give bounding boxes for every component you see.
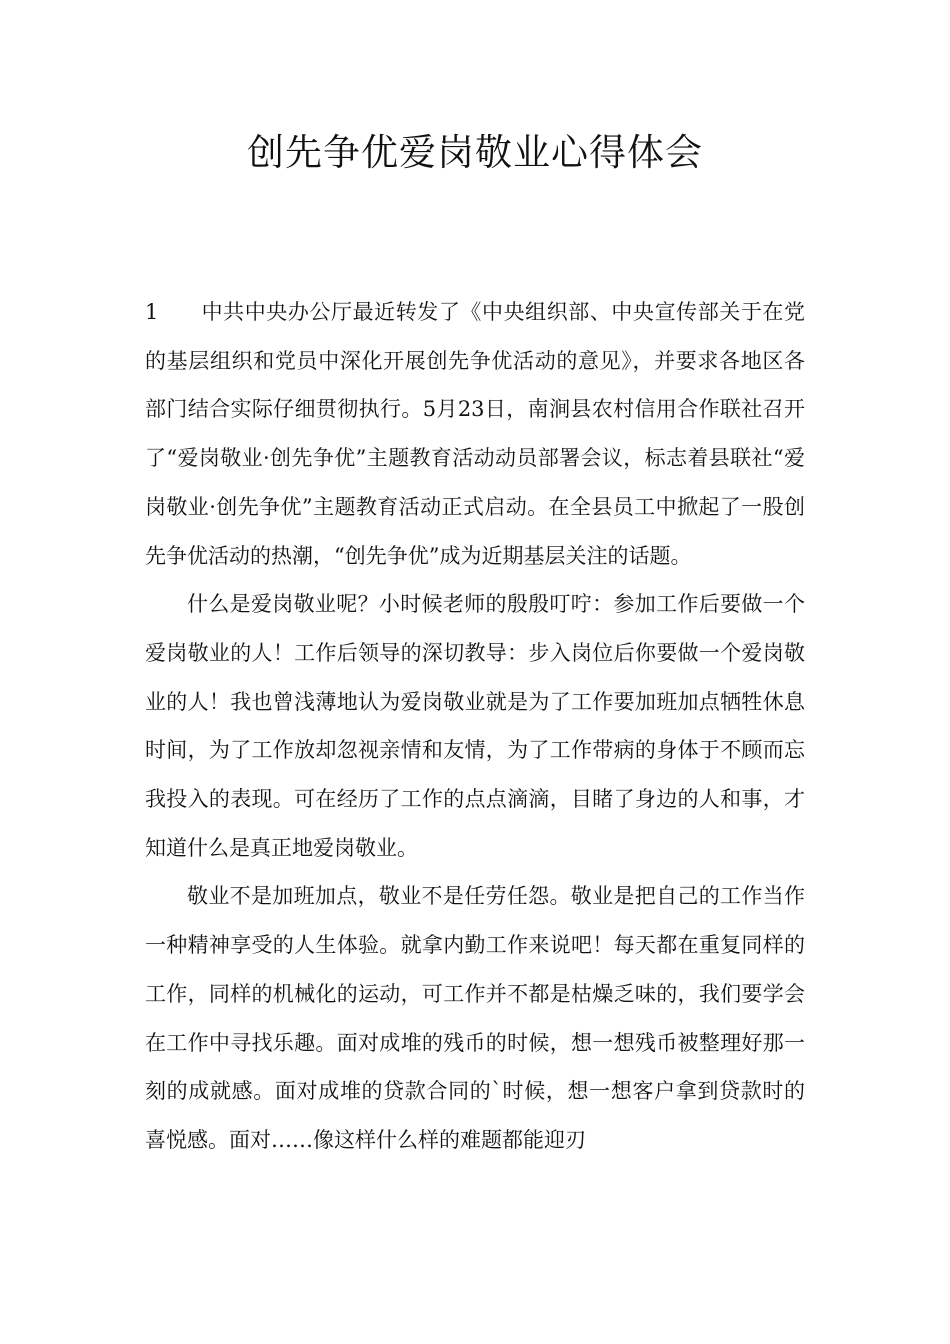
document-body: [145, 288, 805, 1165]
paragraph-number: 1: [145, 300, 159, 324]
paragraph-1: [145, 288, 805, 580]
document-title: 创先争优爱岗敬业心得体会: [247, 131, 703, 174]
paragraph-2: 什么是爱岗敬业呢？小时候老师的殷殷叮咛：参加工作后要做一个爱岗敬业的人！工作后领导的深切教导：步入岗位后你要做一个爱岗敬业的人！我也曾浅薄地认为爱岗敬业就是为了工作要加班加点牺牲休息时间，为了工作放却忽视亲情和友情，为了工作带病的身体于不顾而忘我投入的表现。可在经历了工作的点点滴滴，目睹了身边的人和事，才知道什么是真正地爱岗敬业。: [145, 592, 805, 860]
paragraph-text: 中共中央办公厅最近转发了《中央组织部、中央宣传部关于在党的基层组织和党员中深化开展创先争优活动的意见》，并要求各地区各部门结合实际仔细贯彻执行。5月23日，南涧县农村信用合作联社召开了“爱岗敬业·创先争优”主题教育活动动员部署会议，标志着县联社“爱岗敬业·创先争优”主题教育活动正式启动。在全县员工中掀起了一股创先争优活动的热潮，“创先争优”成为近期基层关注的话题。: [145, 300, 805, 568]
paragraph-3: 敬业不是加班加点，敬业不是任劳任怨。敬业是把自己的工作当作一种精神享受的人生体验。就拿内勤工作来说吧！每天都在重复同样的工作，同样的机械化的运动，可工作并不都是枯燥乏味的，我们要学会在工作中寻找乐趣。面对成堆的残币的时候，想一想残币被整理好那一刻的成就感。面对成堆的贷款合同的`时候，想一想客户拿到贷款时的喜悦感。面对……像这样什么样的难题都能迎刃: [145, 884, 805, 1152]
